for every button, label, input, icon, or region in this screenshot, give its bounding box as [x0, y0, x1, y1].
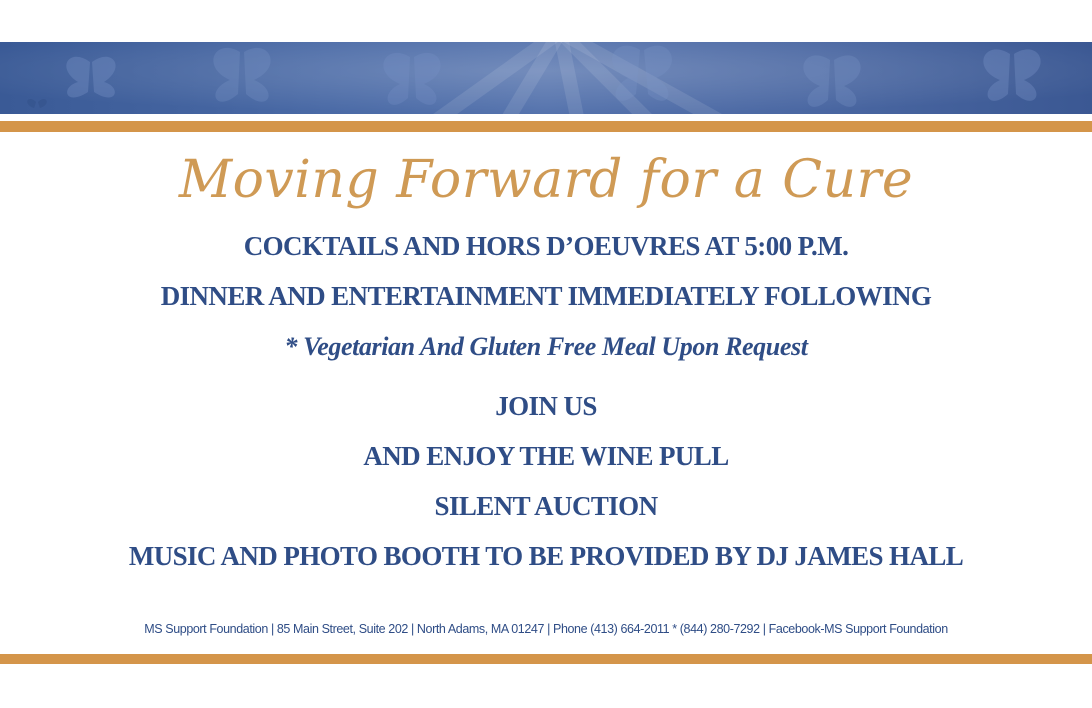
dinner-line: DINNER AND ENTERTAINMENT IMMEDIATELY FOLLOWING: [160, 281, 932, 311]
music-line: MUSIC AND PHOTO BOOTH TO BE PROVIDED BY DJ JAMES HALL: [128, 541, 964, 571]
gold-stripe-top: [0, 121, 1092, 132]
event-title: Moving Forward for a Cure: [178, 150, 914, 210]
butterfly-banner: [0, 42, 1092, 114]
join-us-line: JOIN US: [495, 391, 597, 421]
butterfly-pattern: [0, 42, 1092, 114]
cocktails-line: COCKTAILS AND HORS D’OEUVRES AT 5:00 P.M.: [243, 231, 849, 261]
wine-pull-line: AND ENJOY THE WINE PULL: [363, 441, 729, 471]
footer-contact: MS Support Foundation | 85 Main Street, Suite 202 | North Adams, MA 01247 | Phone (413) 664-2011 * (844) 280-7292 | Facebook-MS Support Foundation: [144, 622, 948, 636]
silent-auction-line: SILENT AUCTION: [434, 491, 658, 521]
gold-stripe-bottom: [0, 654, 1092, 664]
meal-note: * Vegetarian And Gluten Free Meal Upon Request: [284, 332, 808, 361]
